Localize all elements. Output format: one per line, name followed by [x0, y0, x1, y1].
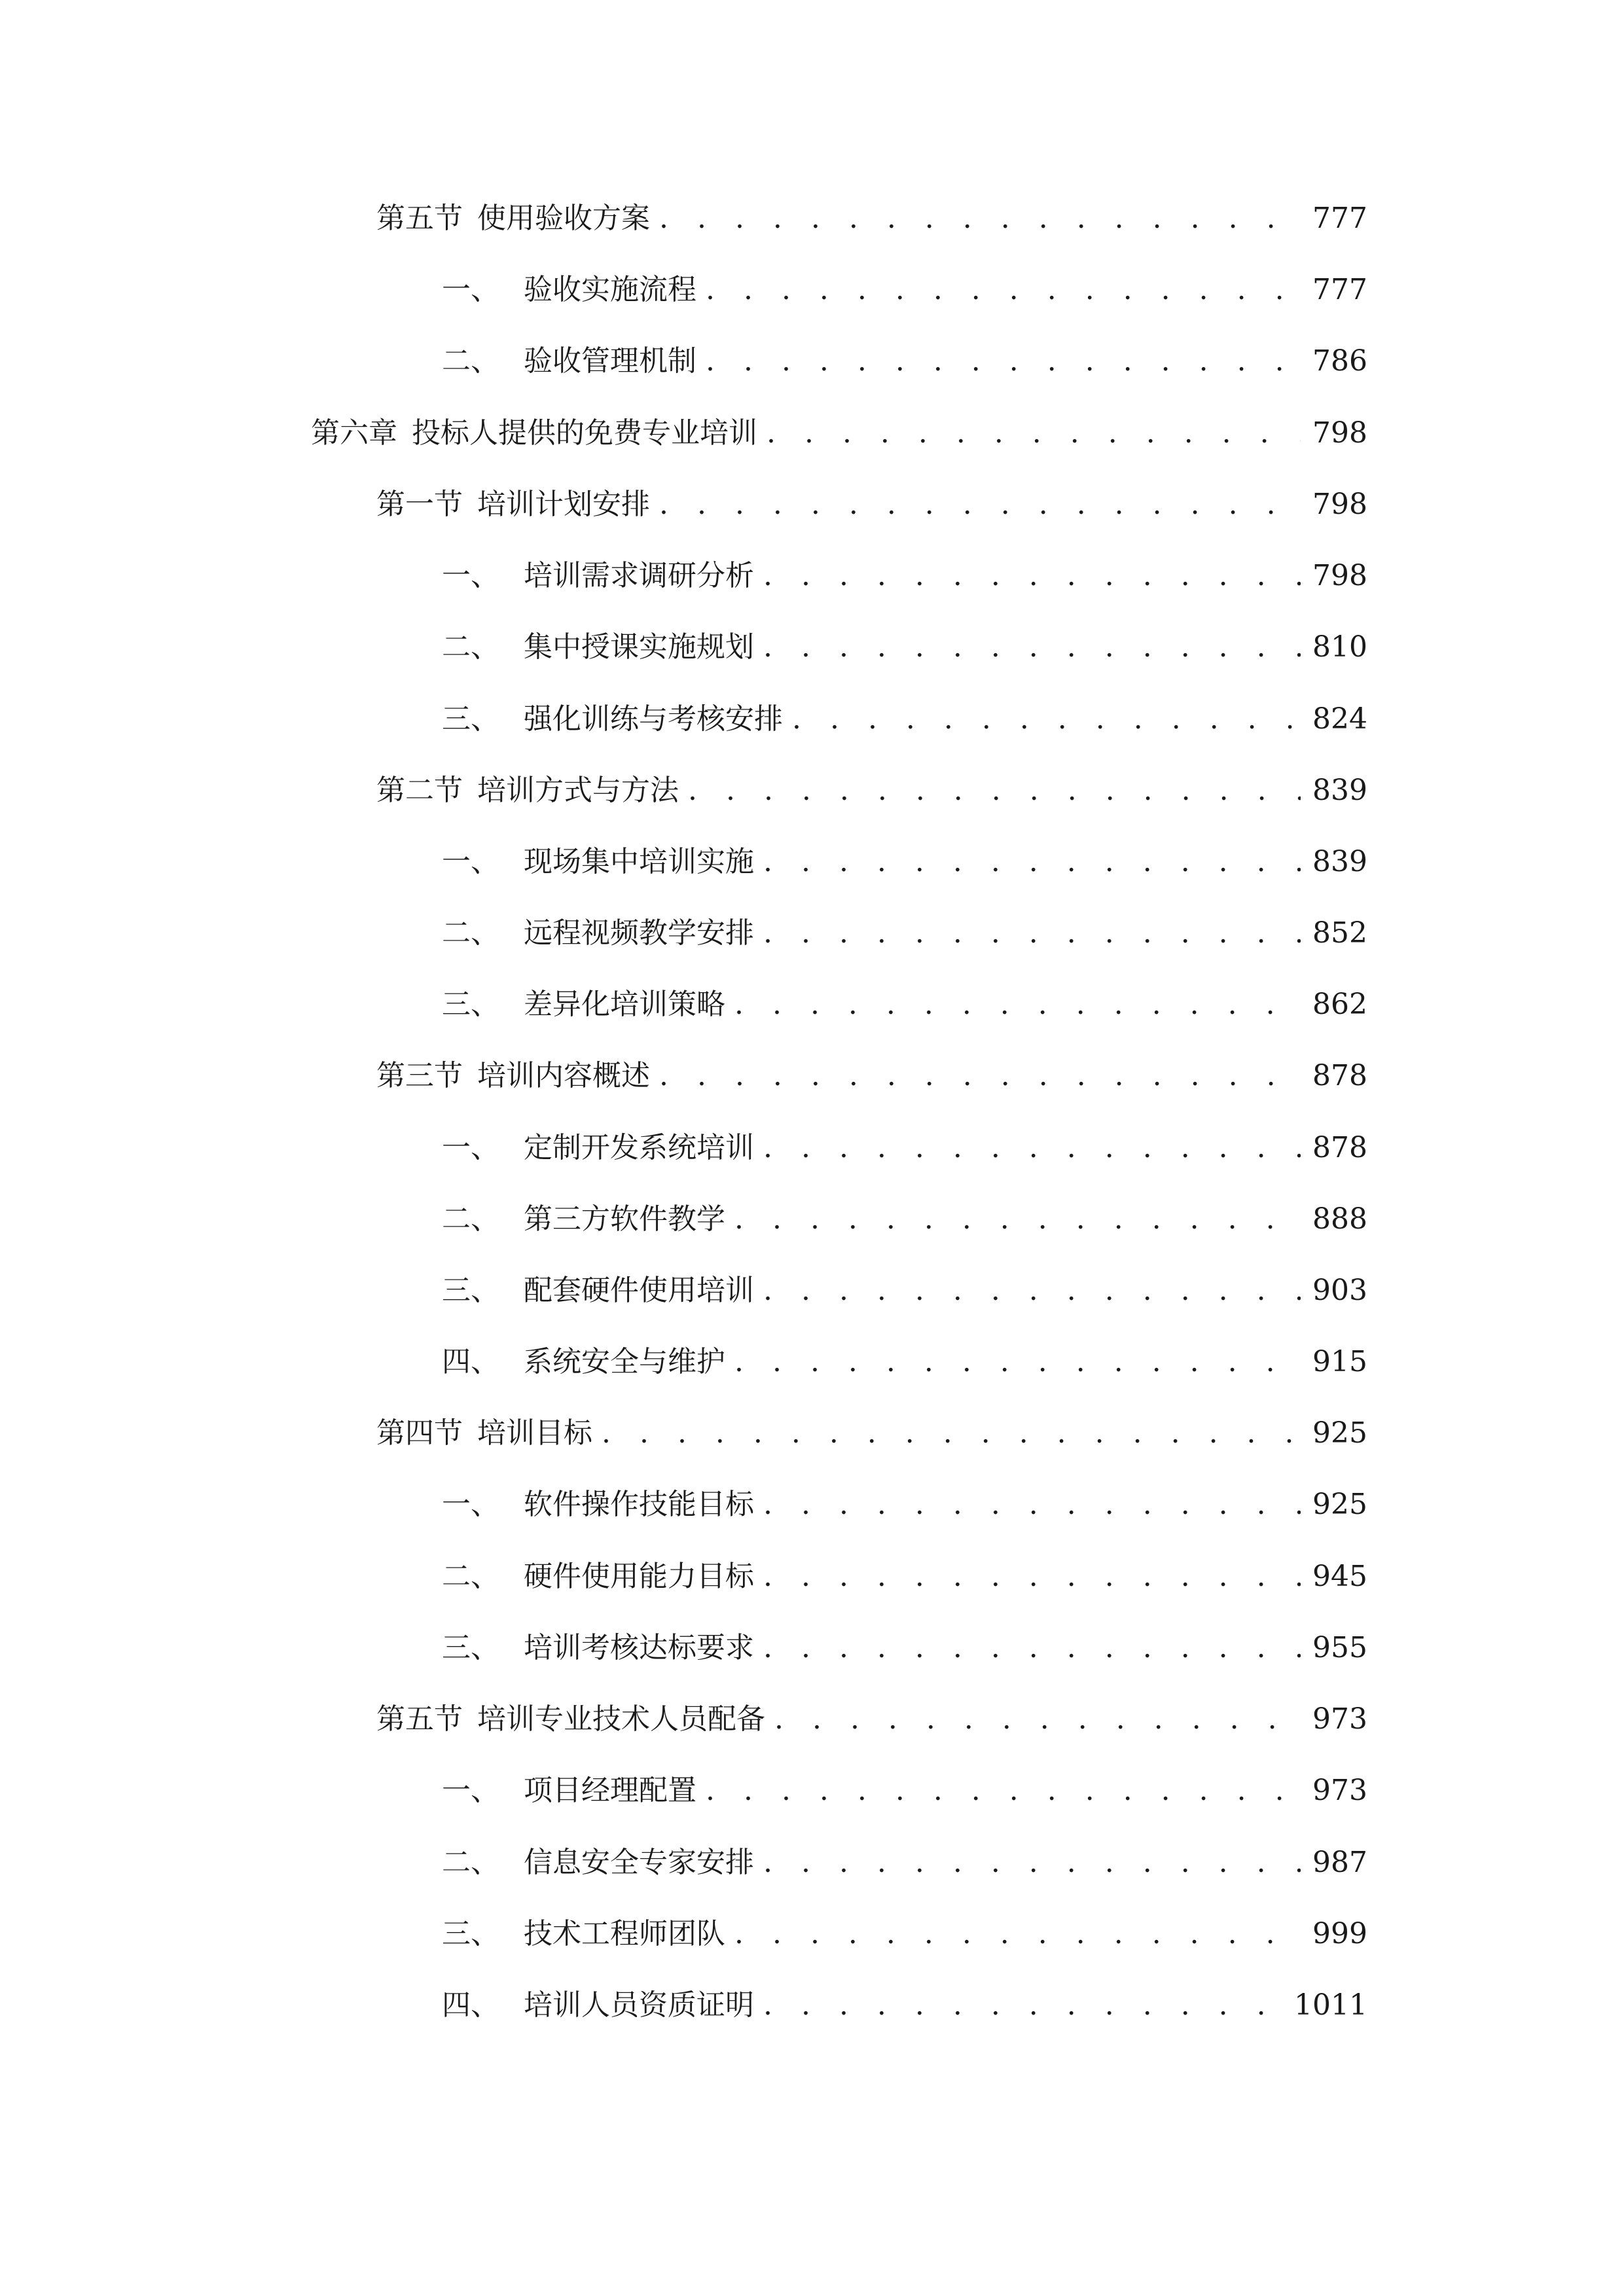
- toc-entry-number: 一、: [442, 273, 499, 306]
- toc-entry-number: 第二节: [376, 774, 463, 807]
- toc-entry-title: 项目经理配置: [524, 1774, 696, 1807]
- dot-leader: [763, 1628, 1301, 1668]
- toc-entry-subsection[interactable]: [442, 985, 1367, 1024]
- toc-entry-title: 使用验收方案: [477, 202, 650, 235]
- toc-entry-section[interactable]: [376, 771, 1367, 810]
- toc-entry-page: 777: [1312, 202, 1367, 235]
- toc-entry-subsection[interactable]: [442, 1914, 1367, 1954]
- dot-leader: [763, 1485, 1301, 1524]
- toc-entry-section[interactable]: [376, 1700, 1367, 1739]
- toc-entry-title: 培训考核达标要求: [524, 1631, 754, 1664]
- toc-entry-title: 配套硬件使用培训: [524, 1274, 754, 1307]
- toc-entry-number: 一、: [442, 845, 499, 878]
- toc-entry-section[interactable]: [376, 485, 1367, 524]
- toc-entry-title: 培训计划安排: [477, 488, 650, 521]
- dot-leader: [792, 700, 1301, 739]
- toc-entry-title: 培训人员资质证明: [524, 1988, 754, 2022]
- toc-entry-page: 903: [1312, 1274, 1367, 1307]
- toc-entry-page: 888: [1312, 1202, 1367, 1236]
- toc-entry-subsection[interactable]: [442, 1628, 1367, 1668]
- toc-entry-number: 第一节: [376, 488, 463, 521]
- toc-entry-number: 二、: [442, 1560, 499, 1593]
- toc-entry-page: 786: [1312, 344, 1367, 378]
- toc-entry-title: 软件操作技能目标: [524, 1488, 754, 1521]
- toc-entry-title: 验收实施流程: [524, 273, 696, 306]
- toc-entry-page: 824: [1312, 702, 1367, 736]
- toc-entry-page: 810: [1312, 630, 1367, 664]
- toc-entry-page: 839: [1312, 845, 1367, 878]
- dot-leader: [706, 270, 1301, 310]
- toc-entry-page: 798: [1312, 416, 1367, 450]
- toc-entry-number: 二、: [442, 630, 499, 664]
- toc-entry-number: 二、: [442, 1202, 499, 1236]
- toc-entry-number: 三、: [442, 1917, 499, 1950]
- toc-entry-title: 硬件使用能力目标: [524, 1560, 754, 1593]
- toc-entry-title: 远程视频教学安排: [524, 916, 754, 950]
- toc-entry-subsection[interactable]: [442, 1342, 1367, 1382]
- toc-entry-page: 955: [1312, 1631, 1367, 1664]
- toc-entry-subsection[interactable]: [442, 1557, 1367, 1596]
- toc-entry-number: 第六章: [311, 416, 397, 450]
- toc-entry-number: 三、: [442, 702, 499, 736]
- dot-leader: [734, 1200, 1301, 1239]
- toc-entry-title: 培训需求调研分析: [524, 559, 754, 592]
- toc-entry-title: 信息安全专家安排: [524, 1846, 754, 1879]
- toc-entry-number: 四、: [442, 1345, 499, 1378]
- toc-entry-number: 一、: [442, 1131, 499, 1164]
- toc-entry-page: 999: [1312, 1917, 1367, 1950]
- toc-entry-chapter[interactable]: [311, 414, 1367, 453]
- toc-entry-page: 852: [1312, 916, 1367, 950]
- dot-leader: [734, 985, 1301, 1024]
- toc-entry-number: 四、: [442, 1988, 499, 2022]
- dot-leader: [659, 1056, 1301, 1096]
- toc-entry-number: 三、: [442, 1631, 499, 1664]
- toc-entry-number: 第五节: [376, 202, 463, 235]
- toc-entry-title: 培训专业技术人员配备: [477, 1702, 765, 1736]
- toc-entry-number: 三、: [442, 988, 499, 1021]
- toc-entry-subsection[interactable]: [442, 342, 1367, 381]
- toc-entry-page: 839: [1312, 774, 1367, 807]
- toc-entry-page: 1011: [1294, 1988, 1367, 2022]
- toc-entry-title: 强化训练与考核安排: [524, 702, 783, 736]
- toc-entry-page: 973: [1312, 1702, 1367, 1736]
- toc-entry-subsection[interactable]: [442, 1200, 1367, 1239]
- dot-leader: [688, 771, 1301, 810]
- dot-leader: [763, 1986, 1282, 2025]
- toc-entry-subsection[interactable]: [442, 1271, 1367, 1310]
- toc-entry-page: 925: [1312, 1488, 1367, 1521]
- toc-entry-title: 第三方软件教学: [524, 1202, 725, 1236]
- dot-leader: [706, 342, 1301, 381]
- dot-leader: [763, 1843, 1301, 1882]
- dot-leader: [763, 842, 1301, 882]
- toc-entry-title: 投标人提供的免费专业培训: [412, 416, 757, 450]
- toc-entry-subsection[interactable]: [442, 1771, 1367, 1810]
- toc-entry-title: 差异化培训策略: [524, 988, 725, 1021]
- dot-leader: [763, 556, 1301, 596]
- dot-leader: [767, 414, 1301, 453]
- toc-entry-subsection[interactable]: [442, 914, 1367, 953]
- toc-entry-subsection[interactable]: [442, 700, 1367, 739]
- toc-entry-page: 798: [1312, 559, 1367, 592]
- toc-entry-page: 915: [1312, 1345, 1367, 1378]
- toc-entry-subsection[interactable]: [442, 1128, 1367, 1168]
- dot-leader: [763, 1128, 1301, 1168]
- toc-entry-page: 973: [1312, 1774, 1367, 1807]
- toc-entry-page: 945: [1312, 1560, 1367, 1593]
- toc-entry-page: 878: [1312, 1131, 1367, 1164]
- dot-leader: [659, 485, 1301, 524]
- toc-entry-number: 一、: [442, 559, 499, 592]
- toc-entry-subsection[interactable]: [442, 1986, 1367, 2025]
- toc-entry-number: 一、: [442, 1774, 499, 1807]
- toc-entry-title: 集中授课实施规划: [524, 630, 754, 664]
- toc-entry-title: 培训目标: [477, 1416, 592, 1450]
- dot-leader: [763, 628, 1301, 667]
- toc-entry-title: 培训内容概述: [477, 1059, 650, 1092]
- toc-entry-section[interactable]: [376, 1056, 1367, 1096]
- toc-entry-page: 878: [1312, 1059, 1367, 1092]
- toc-entry-page: 925: [1312, 1416, 1367, 1450]
- toc-entry-title: 验收管理机制: [524, 344, 696, 378]
- toc-entry-subsection[interactable]: [442, 270, 1367, 310]
- toc-entry-page: 777: [1312, 273, 1367, 306]
- toc-entry-number: 二、: [442, 916, 499, 950]
- toc-entry-title: 技术工程师团队: [524, 1917, 725, 1950]
- toc-entry-title: 培训方式与方法: [477, 774, 679, 807]
- dot-leader: [734, 1914, 1301, 1954]
- dot-leader: [774, 1700, 1301, 1739]
- dot-leader: [706, 1771, 1301, 1810]
- dot-leader: [763, 914, 1301, 953]
- toc-entry-subsection[interactable]: [442, 842, 1367, 882]
- toc-entry-number: 第四节: [376, 1416, 463, 1450]
- dot-leader: [763, 1557, 1301, 1596]
- toc-entry-title: 系统安全与维护: [524, 1345, 725, 1378]
- toc-entry-subsection[interactable]: [442, 556, 1367, 596]
- toc-entry-title: 定制开发系统培训: [524, 1131, 754, 1164]
- toc-entry-number: 二、: [442, 344, 499, 378]
- dot-leader: [602, 1414, 1301, 1453]
- toc-entry-section[interactable]: [376, 199, 1367, 238]
- dot-leader: [734, 1342, 1301, 1382]
- toc-entry-subsection[interactable]: [442, 1485, 1367, 1524]
- toc-entry-number: 三、: [442, 1274, 499, 1307]
- toc-entry-subsection[interactable]: [442, 628, 1367, 667]
- toc-entry-page: 798: [1312, 488, 1367, 521]
- dot-leader: [659, 199, 1301, 238]
- toc-entry-number: 一、: [442, 1488, 499, 1521]
- toc-entry-number: 第三节: [376, 1059, 463, 1092]
- toc-entry-title: 现场集中培训实施: [524, 845, 754, 878]
- toc-entry-number: 第五节: [376, 1702, 463, 1736]
- dot-leader: [763, 1271, 1301, 1310]
- toc-entry-number: 二、: [442, 1846, 499, 1879]
- toc-entry-page: 987: [1312, 1846, 1367, 1879]
- toc-entry-page: 862: [1312, 988, 1367, 1021]
- toc-entry-subsection[interactable]: [442, 1843, 1367, 1882]
- toc-entry-section[interactable]: [376, 1414, 1367, 1453]
